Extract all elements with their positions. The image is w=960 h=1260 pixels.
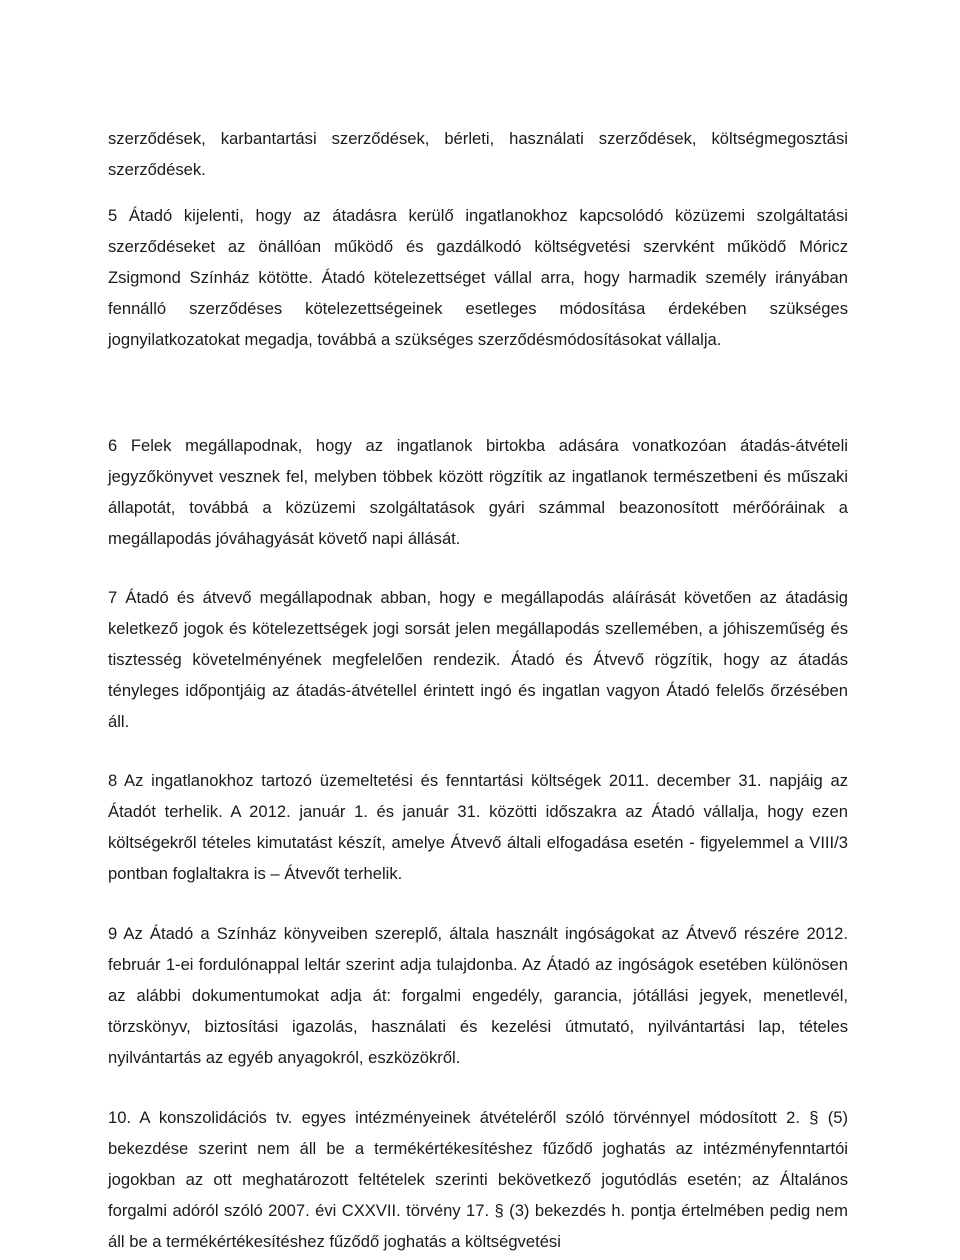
- paragraph-5: 5 Átadó kijelenti, hogy az átadásra kerülő ingatlanokhoz kapcsolódó közüzemi szolgáltatási szerződéseket az önállóan működő és gazdálkodó költségvetési szervként működő Móricz Zsigmond Színház kötötte. Átadó kötelezettséget vállal arra, hogy harmadik személy irányában fennálló szerződéses kötelezettségeinek esetleges módosítása érdekében szükséges jognyilatkozatokat megadja, továbbá a szükséges szerződésmódosításokat vállalja.: [108, 206, 848, 349]
- paragraph-8: 8 Az ingatlanokhoz tartozó üzemeltetési és fenntartási költségek 2011. december 31. napjáig az Átadót terhelik. A 2012. január 1. és január 31. közötti időszakra az Átadó vállalja, hogy ezen költségekről tételes kimutatást készít, amelye Átvevő általi elfogadása esetén - figyelemmel a VIII/3 pontban foglaltakra is – Átvevőt terhelik.: [108, 771, 848, 883]
- paragraph-continuation: szerződések, karbantartási szerződések, bérleti, használati szerződések, költségmegosztási szerződések.: [108, 129, 848, 179]
- paragraph-7: 7 Átadó és átvevő megállapodnak abban, hogy e megállapodás aláírását követően az átadásig keletkező jogok és kötelezettségek jogi sorsát jelen megállapodás szellemében, a jóhiszeműség és tisztesség követelményének megfelelően rendezik. Átadó és Átvevő rögzítik, hogy az átadás tényleges időpontjáig az átadás-átvétellel érintett ingó és ingatlan vagyon Átadó felelős őrzésében áll.: [108, 588, 848, 731]
- paragraph-10: 10. A konszolidációs tv. egyes intézményeinek átvételéről szóló törvénnyel módosított 2. § (5) bekezdése szerint nem áll be a termékértékesítéshez fűződő joghatás az intézményfenntartói jogokban az ott meghatározott feltételek szerinti bekövetkező jogutódlás esetén; az Általános forgalmi adóról szóló 2007. évi CXXVII. törvény 17. § (3) bekezdés h. pontja értelmében pedig nem áll be a termékértékesítéshez fűződő joghatás a költségvetési: [108, 1108, 848, 1251]
- paragraph-9: 9 Az Átadó a Színház könyveiben szereplő, általa használt ingóságokat az Átvevő részére 2012. február 1-ei fordulónappal leltár szerint adja tulajdonba. Az Átadó az ingóságok esetében különösen az alábbi dokumentumokat adja át: forgalmi engedély, garancia, jótállási jegyek, menetlevél, törzskönyv, biztosítási igazolás, használati és kezelési útmutató, nyilvántartási lap, tételes nyilvántartás az egyéb anyagokról, eszközökről.: [108, 924, 848, 1067]
- paragraph-6: 6 Felek megállapodnak, hogy az ingatlanok birtokba adására vonatkozóan átadás-átvételi jegyzőkönyvet vesznek fel, melyben többek között rögzítik az ingatlanok természetbeni és műszaki állapotát, továbbá a közüzemi szolgáltatások gyári számmal beazonosított mérőóráinak a megállapodás jóváhagyását követő napi állását.: [108, 436, 848, 548]
